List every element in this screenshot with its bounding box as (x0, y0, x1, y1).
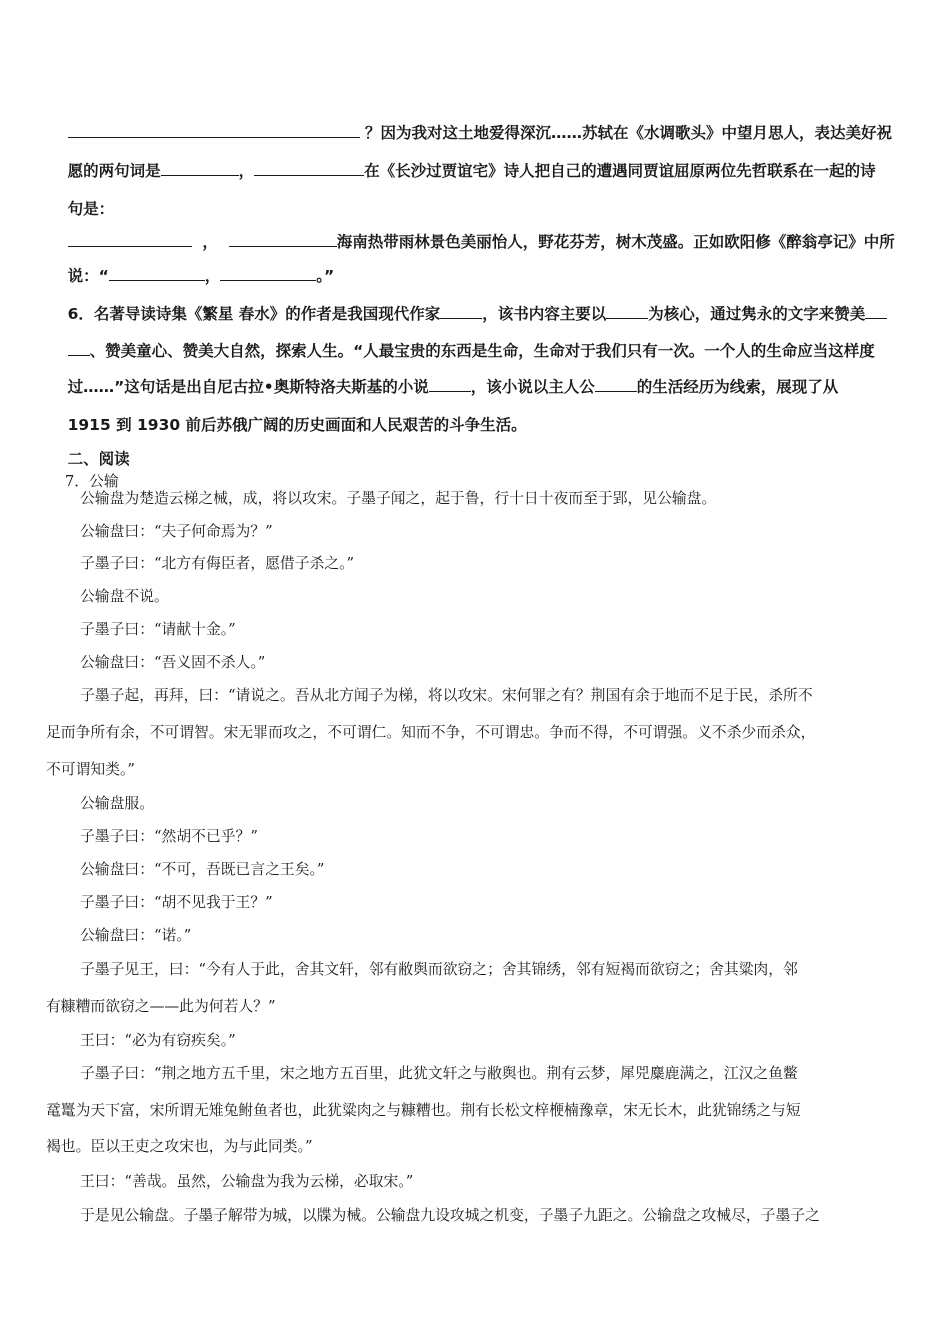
q5-line-3: 句是： (67, 200, 115, 218)
section-title: 二、阅读 (67, 450, 130, 468)
passage-line: 子墨子曰：“北方有侮臣者，愿借子杀之。” (80, 555, 355, 572)
passage-line: 鼋鼍为天下富，宋所谓无雉兔鲋鱼者也，此犹粱肉之与糠糟也。荆有长松文梓楩楠豫章，宋无长木，此犹锦绣之与短 (46, 1102, 801, 1119)
q6-line-4: 1915 到 1930 前后苏俄广阔的历史画面和人民艰苦的斗争生活。 (67, 416, 527, 434)
passage-line: 足而争所有余，不可谓智。宋无罪而攻之，不可谓仁。知而不争，不可谓忠。争而不得，不可谓强。义不杀少而杀众， (46, 724, 816, 741)
blank (229, 232, 337, 247)
passage-line: 王曰：“善哉。虽然，公输盘为我为云梯，必取宋。” (80, 1173, 414, 1190)
passage-line: 公输盘曰：“夫子何命焉为？” (80, 523, 273, 540)
q5-line-4: ， 海南热带雨林景色美丽怡人，野花芬芳，树木茂盛。正如欧阳修《醉翁亭记》中所 (46, 212, 895, 270)
q5-line-1: ？因为我对这土地爱得深沉……苏轼在《水调歌头》中望月思人，表达美好祝 (46, 103, 892, 161)
blank (68, 341, 90, 356)
passage-line: 公输盘为楚造云梯之械，成，将以攻宋。子墨子闻之，起于鲁，行十日十夜而至于郢，见公输盘。 (80, 490, 717, 507)
blank (220, 266, 316, 281)
passage-line: 子墨子曰：“然胡不已乎？” (80, 828, 258, 845)
q6-line-1: 6．名著导读诗集《繁星 春水》的作者是我国现代作家 ，该书内容主要以 为核心，通过隽永的文字来赞美 (46, 284, 887, 342)
q5-line-5: 说：“ ， 。” (67, 267, 335, 285)
q6-line-2: 、赞美童心、赞美大自然，探索人生。“人最宝贵的东西是生命，生命对于我们只有一次。一个人的生命应当这样度 (46, 321, 875, 379)
blank (68, 232, 192, 247)
blank (595, 377, 637, 392)
blank (865, 304, 887, 319)
blank (606, 304, 648, 319)
blank (68, 123, 360, 138)
q6-line-3: 过……”这句话是出自尼古拉•奥斯特洛夫斯基的小说 ，该小说以主人公 的生活经历为线索，展现了从 (67, 378, 839, 396)
passage-line: 有糠糟而欲窃之——此为何若人？” (46, 998, 276, 1015)
passage-line: 公输盘曰：“诺。” (80, 927, 192, 944)
passage-line: 公输盘服。 (80, 795, 154, 812)
passage-line: 子墨子曰：“请献十金。” (80, 621, 236, 638)
blank (440, 304, 482, 319)
q7-title: 7．公输 (64, 473, 119, 490)
passage-line: 子墨子曰：“胡不见我于王？” (80, 894, 273, 911)
passage-line: 公输盘曰：“吾义固不杀人。” (80, 654, 266, 671)
blank (429, 377, 471, 392)
blank (161, 161, 239, 176)
blank (254, 161, 364, 176)
passage-line: 公输盘不说。 (80, 588, 169, 605)
blank (109, 266, 205, 281)
passage-line: 公输盘曰：“不可，吾既已言之王矣。” (80, 861, 325, 878)
passage-line: 子墨子见王，曰：“今有人于此，舍其文轩，邻有敝舆而欲窃之；舍其锦绣，邻有短褐而欲窃之；舍其粱肉，邻 (80, 961, 798, 978)
q5-line-2: 愿的两句词是 ， 在《长沙过贾谊宅》诗人把自己的遭遇同贾谊屈原两位先哲联系在一起的诗 (67, 162, 876, 180)
passage-line: 子墨子曰：“荆之地方五千里，宋之地方五百里，此犹文轩之与敝舆也。荆有云梦，犀兕麋鹿满之，江汉之鱼鳖 (80, 1065, 798, 1082)
passage-line: 子墨子起，再拜，曰：“请说之。吾从北方闻子为梯，将以攻宋。宋何罪之有？荆国有余于地而不足于民，杀所不 (80, 687, 813, 704)
passage-line: 王曰：“必为有窃疾矣。” (80, 1032, 236, 1049)
passage-line: 褐也。臣以王吏之攻宋也，为与此同类。” (46, 1138, 313, 1155)
passage-line: 于是见公输盘。子墨子解带为城，以牒为械。公输盘九设攻城之机变，子墨子九距之。公输盘之攻械尽，子墨子之 (80, 1207, 820, 1224)
passage-line: 不可谓知类。” (46, 761, 135, 778)
